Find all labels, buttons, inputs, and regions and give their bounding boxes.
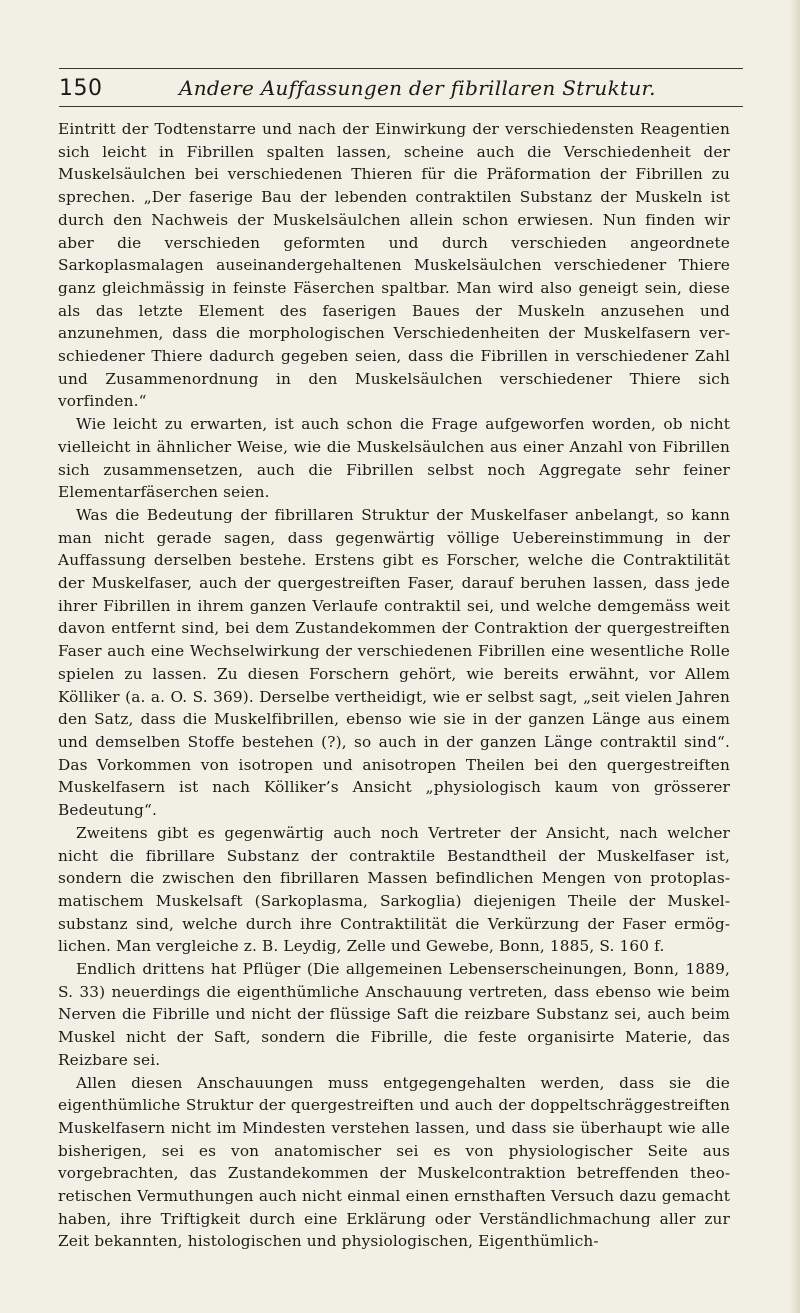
running-title: Andere Auffassungen der fibrillaren Struktur. [179, 76, 656, 100]
running-head [59, 66, 743, 106]
body-text [58, 118, 730, 1253]
paragraph-sarkoplasma: Zweitens gibt es gegenwärtig auch noch Vertreter der Ansicht, nach welcher nicht die fibrillare Substanz der contraktile Bestandtheil der Muskelfaser ist, sondern die zwischen den fibrillaren Massen befindlichen Mengen von protoplasmatischem Muskelsaft (Sarkoplasma, Sarkoglia) diejenigen Theile der Muskelsubstanz sind, welche durch ihre Contraktilität die Verkürzung der Faser ermöglichen. Man vergleiche z. B. Leydig, Zelle und Gewebe, Bonn, 1885, S. 160 f. [58, 823, 730, 956]
header-rule-top [59, 68, 743, 69]
paragraph-pflueger: Endlich drittens hat Pflüger (Die allgemeinen Lebenserscheinungen, Bonn, 1889, S. 33) neuerdings die eigenthümliche Anschauung vertreten, dass ebenso wie beim Nerven die Fibrille und nicht der flüssige Saft die reizbare Substanz sei, auch beim Muskel nicht der Saft, sondern die Fibrille, die feste organisirte Materie, das Reizbare sei. [58, 960, 730, 1069]
paragraph-koelliker: Was die Bedeutung der fibrillaren Struktur der Muskelfaser anbelangt, so kann man nicht gerade sagen, dass gegenwärtig völlige Uebereinstimmung in der Auffassung derselben bestehe. Erstens gibt es Forscher, welche die Contraktilität der Muskelfaser, auch der quergestreiften Faser, darauf beruhen lassen, dass jede ihrer Fibrillen in ihrem ganzen Verlaufe contraktil sei, und welche demgemäss weit davon entfernt sind, bei dem Zustandekommen der Contraktion der quergestreiften Faser auch eine Wechselwirkung der verschiedenen Fibrillen eine wesentliche Rolle spielen zu lassen. Zu diesen Forschern gehört, wie bereits erwähnt, vor Allem Kölliker (a. a. O. S. 369). Derselbe vertheidigt, wie er selbst sagt, „seit vielen Jahren den Satz, dass die Muskelfibrillen, ebenso wie sie in der ganzen Länge aus einem und demselben Stoffe bestehen (?), so auch in der ganzen Länge contraktil sind“. Das Vorkommen von isotropen und anisotropen Theilen bei den quergestreiften Muskelfasern ist nach Kölliker’s Ansicht „physiologisch kaum von grösserer Bedeutung“. [58, 505, 730, 820]
header-rule-bottom [59, 106, 743, 107]
paragraph-elementarfaserchen: Wie leicht zu erwarten, ist auch schon die Frage aufgeworfen worden, ob nicht vielleicht in ähnlicher Weise, wie die Muskelsäulchen aus einer Anzahl von Fibrillen sich zusammensetzen, auch die Fibrillen selbst noch Aggregate sehr feiner Elementarfäserchen seien. [58, 415, 730, 502]
page-edge-shadow [790, 0, 800, 1313]
paragraph-conclusion: Allen diesen Anschauungen muss entgegengehalten werden, dass sie die eigenthümliche Struktur der quergestreiften und auch der doppeltschräggestreiften Muskelfasern nicht im Mindesten verstehen lassen, und dass sie überhaupt wie alle bisherigen, sei es von anatomischer sei es von physiologischer Seite aus vorgebrachten, das Zustandekommen der Muskelcontraktion betreffenden theoretischen Vermuthungen auch nicht einmal einen ernsthaften Versuch dazu gemacht haben, ihre Triftigkeit durch eine Erklärung oder Verständlichmachung aller zur Zeit bekannten, histologischen und physiologischen, Eigenthümlich- [58, 1073, 730, 1251]
paragraph-continued: Eintritt der Todtenstarre und nach der Einwirkung der verschiedensten Reagentien sich leicht in Fibrillen spalten lassen, scheine auch die Verschiedenheit der Muskelsäulchen bei verschiedenen Thieren für die Präformation der Fibrillen zu sprechen. „Der faserige Bau der lebenden contraktilen Substanz der Muskeln ist durch den Nachweis der Muskelsäulchen allein schon erwiesen. Nun finden wir aber die verschieden geformten und durch verschieden angeordnete Sarkoplasmalagen auseinandergehaltenen Muskelsäulchen verschiedener Thiere ganz gleichmässig in feinste Fäserchen spaltbar. Man wird also geneigt sein, diese als das letzte Element des faserigen Baues der Muskeln anzusehen und anzunehmen, dass die morphologischen Verschiedenheiten der Muskelfasern verschiedener Thiere dadurch gegeben seien, dass die Fibrillen in verschiedener Zahl und Zusammenordnung in den Muskelsäulchen verschiedener Thiere sich vorfinden.“ [58, 120, 730, 411]
page-number: 150 [59, 76, 103, 101]
